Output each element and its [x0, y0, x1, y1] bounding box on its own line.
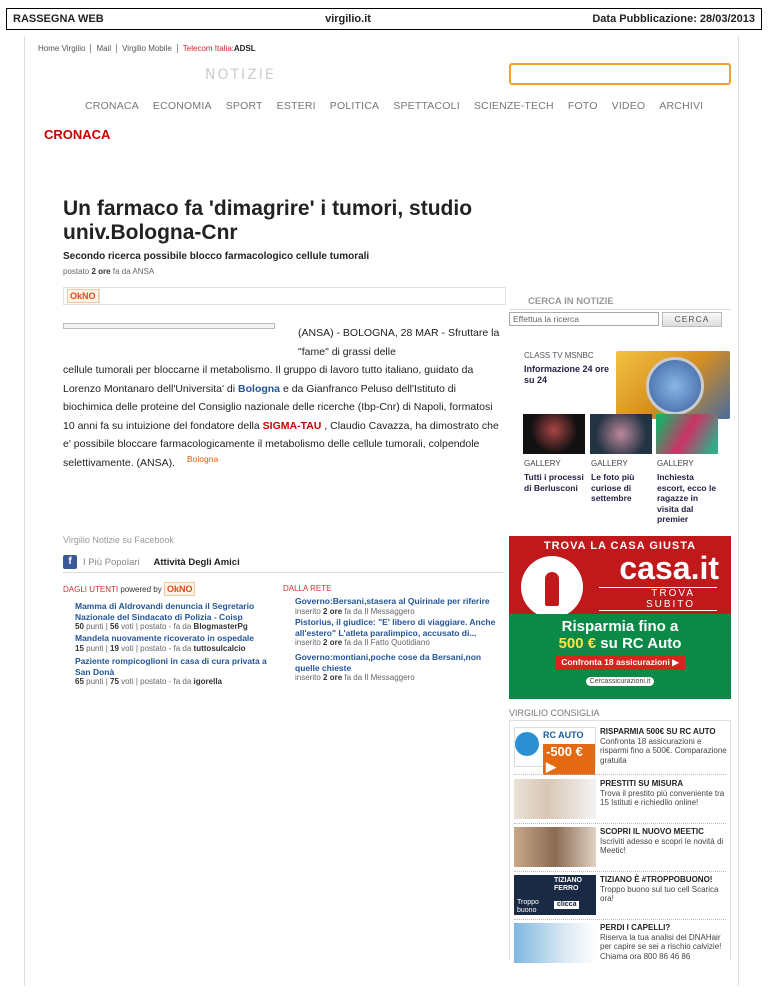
rete-item-title[interactable]: Pistorius, il giudice: "E' libero di viaggiare. Anche all'estero" L'atleta paralimpico, accusato di... — [295, 617, 496, 638]
top-search-input[interactable] — [509, 63, 731, 85]
rete-item-title[interactable]: Governo:Bersani,stasera al Quirinale per riferire — [295, 596, 490, 606]
article-first-line: (ANSA) - BOLOGNA, 28 MAR - Sfruttare la "fame" di grassi delle — [298, 327, 500, 358]
nav-economia[interactable]: ECONOMIA — [152, 100, 212, 112]
rc-auto-ad[interactable] — [509, 614, 731, 699]
site-logo[interactable]: NOTIZIE — [205, 67, 276, 83]
gallery-thumb-1[interactable] — [523, 414, 585, 454]
rc-ad-logo: Cercassicurazioni.it — [586, 677, 655, 686]
casa-ad-top: TROVA LA CASA GIUSTA — [543, 540, 697, 552]
casa-ad-sub: TROVA SUBITO — [599, 587, 717, 611]
car-icon — [515, 732, 539, 756]
link-mail[interactable]: Mail — [91, 44, 117, 53]
facebook-label: Virgilio Notizie su Facebook — [63, 535, 174, 545]
keyword-sigma-tau-link[interactable]: SIGMA-TAU — [262, 419, 322, 432]
facebook-tabs — [63, 553, 503, 571]
consiglia-divider — [514, 871, 726, 872]
news-search-input[interactable]: Effettua la ricerca — [509, 312, 659, 326]
utenti-item: Paziente rompicoglioni in casa di cura privata a San Donà 65 punti | 75 voti | postato - fa da igorella — [75, 656, 270, 688]
article-text-a: cellule tumorali per bloccarne il metabolismo. Il gruppo di lavoro tutto italiano, guidato da Lorenzo Montanaro dell'Universita' di — [63, 364, 474, 395]
nav-foto[interactable]: FOTO — [567, 100, 598, 112]
consiglia-item[interactable]: RC AUTO -500 € ▶ RISPARMIA 500€ SU RC AUTO Confronta 18 assicurazioni e risparmi fino a 500€. Comparazione gratuita — [514, 727, 726, 769]
rete-item: Governo:montiani,poche cose da Bersani,non quelle chieste inserito 2 ore fa da Il Messaggero — [295, 652, 500, 684]
nav-scienze-tech[interactable]: SCIENZE-TECH — [473, 100, 554, 112]
gallery-title-1[interactable]: Tutti i processi di Berlusconi — [524, 472, 584, 493]
nav-archivi[interactable]: ARCHIVI — [659, 100, 704, 112]
link-telecom[interactable]: Telecom Italia:ADSL — [182, 44, 256, 53]
consiglia-item[interactable]: PRESTITI SU MISURA Trova il prestito più conveniente tra 15 Istituti e richiedilo online! — [514, 779, 726, 821]
consiglia-item-title[interactable]: TIZIANO È #TROPPOBUONO! — [600, 875, 713, 884]
nav-esteri[interactable]: ESTERI — [276, 100, 316, 112]
rete-item: Pistorius, il giudice: "E' libero di viaggiare. Anche all'estero" L'atleta paralimpico, accusato di... inserito 2 ore fa da Il Fatto Quotidiano — [295, 617, 500, 649]
utenti-item: Mandela nuovamente ricoverato in ospedale 15 punti | 19 voti | postato - fa da tuttosulcalcio — [75, 633, 270, 654]
consiglia-box — [509, 720, 731, 960]
gallery-title-3[interactable]: Inchiesta escort, ecco le ragazze in visita dal premier — [657, 472, 717, 524]
tab-attivita-amici[interactable]: Attività Degli Amici — [153, 556, 240, 568]
utenti-item-title[interactable]: Mandela nuovamente ricoverato in ospedale — [75, 633, 255, 643]
casa-ad-brand: casa.it — [619, 550, 719, 586]
top-links — [38, 44, 261, 53]
nav-politica[interactable]: POLITICA — [329, 100, 380, 112]
consiglia-divider — [514, 774, 726, 775]
keyword-bologna-link[interactable]: Bologna — [238, 382, 281, 395]
consiglia-item-title[interactable]: PRESTITI SU MISURA — [600, 779, 684, 788]
gallery-label-3: GALLERY — [657, 459, 694, 468]
article-text-b: e da Gianfranco Peluso dell'Istituto di biochimica delle proteine del Consiglio nazionale delle ricerche (Ibp-Cnr) di Napoli, formatosi 10 anni fa su intuizione del fondatore della — [63, 382, 493, 432]
article-body — [63, 324, 503, 472]
rete-header: DALLA RETE — [283, 584, 332, 593]
gallery-label-2: GALLERY — [591, 459, 628, 468]
news-search-button[interactable]: CERCA — [662, 312, 722, 327]
rc-ad-button[interactable]: Confronta 18 assicurazioni ▶ — [555, 655, 685, 670]
press-label: RASSEGNA WEB — [13, 13, 104, 25]
gallery-label-1: GALLERY — [524, 459, 561, 468]
article-text-c: , Claudio Cavazza, ha dimostrato che e' possibile bloccare farmacologicamente il metabolismo delle cellule tumorali, colpendole selettivamente. (ANSA). — [63, 419, 499, 469]
keyhole-icon — [521, 556, 583, 618]
tiziano-thumb: TIZIANO FERRO clicca Troppo buono — [514, 875, 596, 915]
consiglia-divider — [514, 823, 726, 824]
press-header — [6, 8, 762, 30]
article-posted: postato 2 ore fa da ANSA — [63, 267, 155, 276]
msnbc-image[interactable] — [616, 351, 730, 419]
consiglia-item[interactable]: TIZIANO FERRO clicca Troppo buono TIZIANO È #TROPPOBUONO! Troppo buono sul tuo cell Scarica ora! — [514, 875, 726, 917]
article-subhead: Secondo ricerca possibile blocco farmacologico cellule tumorali — [63, 251, 370, 262]
consiglia-title: VIRGILIO CONSIGLIA — [509, 708, 600, 718]
capelli-thumb — [514, 923, 596, 963]
utenti-item-title[interactable]: Paziente rompicoglioni in casa di cura privata a San Donà — [75, 656, 267, 677]
nav-video[interactable]: VIDEO — [611, 100, 646, 112]
cerca-divider — [509, 309, 731, 310]
gallery-thumb-3[interactable] — [656, 414, 718, 454]
okno-logo: OkNO — [164, 582, 196, 596]
nav-sport[interactable]: SPORT — [225, 100, 263, 112]
okno-vote-button[interactable]: OkNO — [67, 289, 99, 303]
consiglia-item[interactable]: PERDI I CAPELLI? Riserva la tua analisi del DNAHair per capire se sei a rischio calvizie! Chiama ora 800 86 46 86 — [514, 923, 726, 963]
facebook-icon: f — [63, 555, 77, 569]
rc-ad-line1: Risparmia fino a — [561, 618, 679, 635]
share-bar — [63, 287, 506, 305]
press-date: Data Pubblicazione: 28/03/2013 — [592, 13, 755, 25]
main-nav — [85, 100, 703, 112]
msnbc-title-link[interactable]: Informazione 24 ore su 24 — [524, 364, 610, 385]
link-virgilio-mobile[interactable]: Virgilio Mobile — [117, 44, 178, 53]
article-tag-bologna[interactable]: Bologna — [187, 454, 219, 464]
share-divider — [99, 288, 100, 304]
nav-cronaca[interactable]: CRONACA — [85, 100, 139, 112]
facebook-divider — [63, 572, 503, 573]
consiglia-item-title[interactable]: PERDI I CAPELLI? — [600, 923, 671, 932]
consiglia-item-title[interactable]: SCOPRI IL NUOVO MEETIC — [600, 827, 704, 836]
tab-piu-popolari[interactable]: I Più Popolari — [83, 556, 140, 568]
gallery-thumb-2[interactable] — [590, 414, 652, 454]
meetic-thumb — [514, 827, 596, 867]
article-headline: Un farmaco fa 'dimagrire' i tumori, studio univ.Bologna-Cnr — [63, 197, 473, 244]
utenti-item-title[interactable]: Mamma di Aldrovandi denuncia il Segretario Nazionale del Sindacato di Polizia - Coisp — [75, 601, 255, 622]
press-source: virgilio.it — [325, 13, 371, 25]
consiglia-item-title[interactable]: RISPARMIA 500€ SU RC AUTO — [600, 727, 716, 736]
utenti-item: Mamma di Aldrovandi denuncia il Segretario Nazionale del Sindacato di Polizia - Coisp 50 punti | 56 voti | postato - fa da BlogmasterPg — [75, 601, 270, 633]
cerca-title: CERCA IN NOTIZIE — [528, 296, 614, 307]
consiglia-divider — [514, 919, 726, 920]
rete-item: Governo:Bersani,stasera al Quirinale per riferire inserito 2 ore fa da Il Messaggero — [295, 596, 500, 617]
msnbc-label: CLASS TV MSNBC — [524, 351, 594, 360]
rete-item-title[interactable]: Governo:montiani,poche cose da Bersani,non quelle chieste — [295, 652, 482, 673]
section-title: CRONACA — [44, 127, 111, 142]
utenti-header: DAGLI UTENTI powered by OkNO — [63, 584, 195, 594]
rc-auto-thumb: RC AUTO -500 € ▶ — [514, 727, 596, 767]
rc-ad-line2: 500 € su RC Auto — [558, 635, 682, 652]
gallery-title-2[interactable]: Le foto più curiose di settembre — [591, 472, 635, 503]
consiglia-item[interactable]: SCOPRI IL NUOVO MEETIC Iscriviti adesso e scopri le novità di Meetic! — [514, 827, 726, 869]
nav-spettacoli[interactable]: SPETTACOLI — [393, 100, 460, 112]
link-home-virgilio[interactable]: Home Virgilio — [38, 44, 91, 53]
prestiti-thumb — [514, 779, 596, 819]
